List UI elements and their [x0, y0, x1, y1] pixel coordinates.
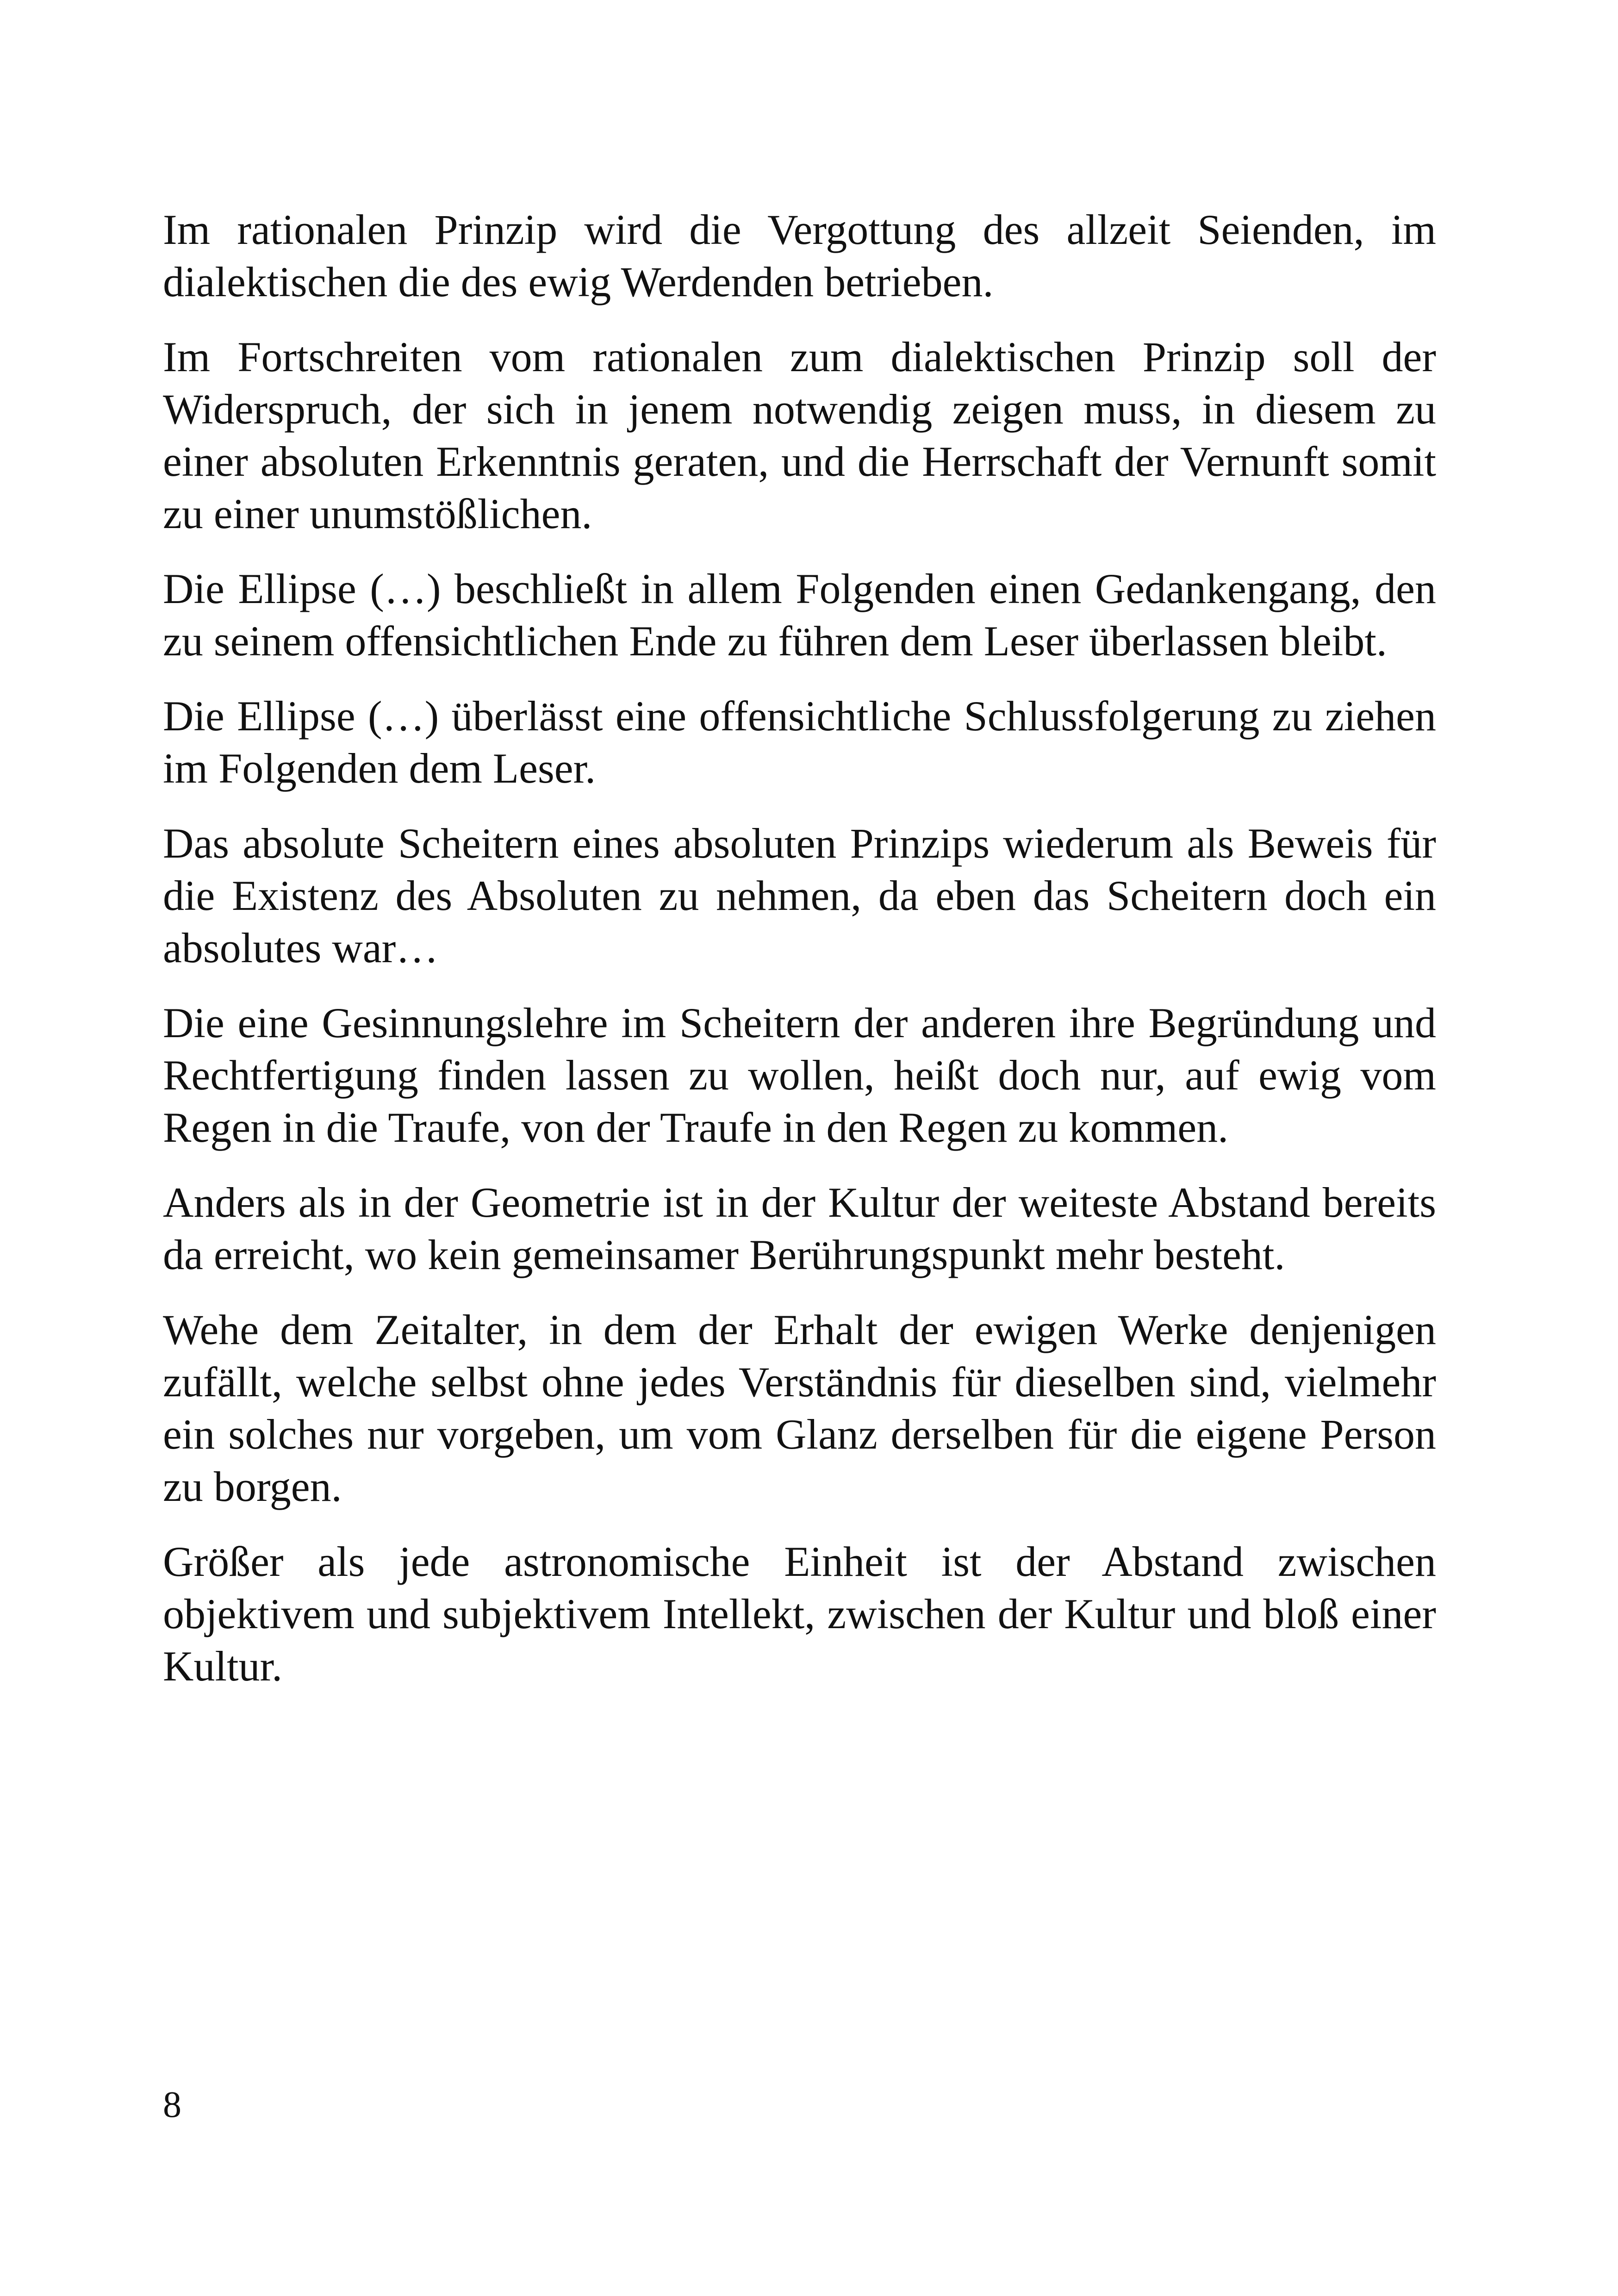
paragraph: Das absolute Scheitern eines absoluten Prinzips wiederum als Beweis für die Existenz des Absoluten zu nehmen, da eben das Scheitern doch ein absolutes war…: [163, 820, 1436, 971]
paragraph: Anders als in der Geometrie ist in der Kultur der weiteste Abstand bereits da erreicht, wo kein gemeinsamer Berührungspunkt mehr besteht.: [163, 1179, 1436, 1278]
paragraph: Die eine Gesinnungslehre im Scheitern der anderen ihre Begründung und Rechtfertigung finden lassen zu wollen, heißt doch nur, auf ewig vom Regen in die Traufe, von der Traufe in den Regen zu kommen.: [163, 999, 1436, 1151]
paragraph: Im Fortschreiten vom rationalen zum dialektischen Prinzip soll der Widerspruch, der sich in jenem notwendig zeigen muss, in diesem zu einer absoluten Erkenntnis geraten, und die Herrschaft der Vernunft somit zu einer unumstößlichen.: [163, 333, 1436, 537]
paragraph: Im rationalen Prinzip wird die Vergottung des allzeit Seienden, im dialektischen die des ewig Werdenden betrieben.: [163, 206, 1436, 305]
body-text: [163, 204, 1436, 1715]
paragraph: Größer als jede astronomische Einheit ist der Abstand zwischen objektivem und subjektivem Intellekt, zwischen der Kultur und bloß einer Kultur.: [163, 1538, 1436, 1690]
paragraph: Die Ellipse (…) beschließt in allem Folgenden einen Gedankengang, den zu seinem offensichtlichen Ende zu führen dem Leser überlassen bleibt.: [163, 565, 1436, 665]
paragraph: Die Ellipse (…) überlässt eine offensichtliche Schlussfolgerung zu ziehen im Folgenden dem Leser.: [163, 692, 1436, 792]
page-number: 8: [163, 2084, 181, 2125]
paragraph: Wehe dem Zeitalter, in dem der Erhalt der ewigen Werke denjenigen zufällt, welche selbst ohne jedes Verständnis für dieselben sind, vielmehr ein solches nur vorgeben, um vom Glanz derselben für die eigene Person zu borgen.: [163, 1306, 1436, 1510]
